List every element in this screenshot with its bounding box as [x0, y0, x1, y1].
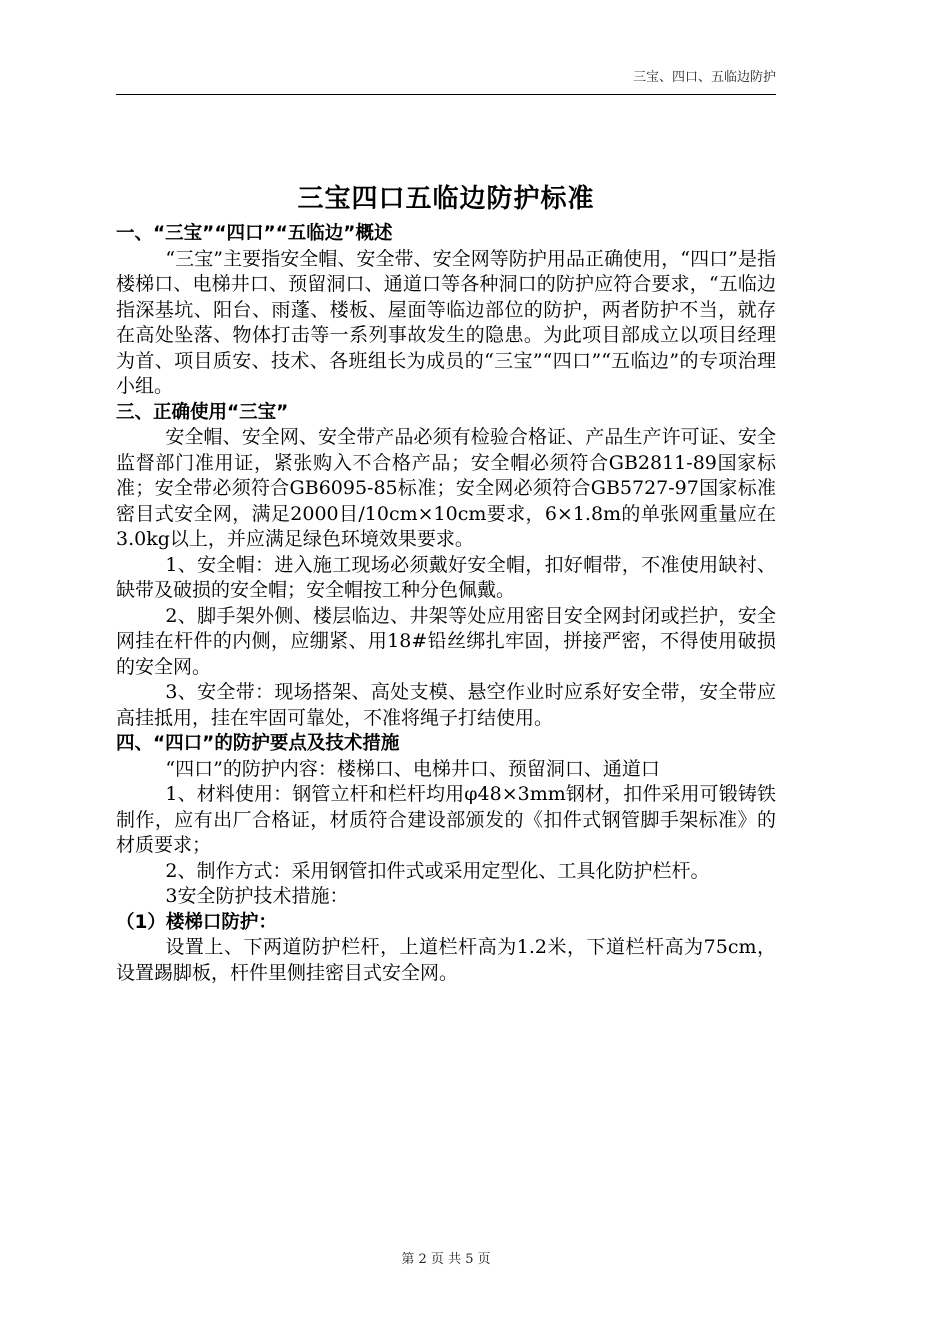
subheading-stairway: （1）楼梯口防护：	[116, 911, 277, 933]
paragraph-fabrication: 2、制作方式：采用钢管扣件式或采用定型化、工具化防护栏杆。	[165, 859, 710, 882]
header-divider	[116, 94, 776, 95]
paragraph-helmet: 1、安全帽：进入施工现场必须戴好安全帽，扣好帽带，不准使用缺衬、缺带及破损的安全帽；安全帽按工种分色佩戴。	[116, 553, 776, 601]
paragraph-overview: “三宝”主要指安全帽、安全带、安全网等防护用品正确使用，“四口”是指楼梯口、电梯井口、预留洞口、通道口等各种洞口的防护应符合要求，“五临边指深基坑、阳台、雨蓬、楼板、屋面等临边部位的防护，两者防护不当，就存在高处坠落、物体打击等一系列事故发生的隐患。为此项目部成立以项目经理为首、项目质安、技术、各班组长为成员的“三宝”“四口”“五临边”的专项治理小组。	[116, 247, 776, 397]
section-heading-three-treasures: 三、正确使用“三宝”	[116, 401, 289, 423]
page-footer: 第 2 页 共 5 页	[401, 1252, 491, 1267]
paragraph-stairway: 设置上、下两道防护栏杆，上道栏杆高为1.2米，下道栏杆高为75cm，设置踢脚板，杆件里侧挂密目式安全网。	[116, 936, 776, 984]
paragraph-safety-belt: 3、安全带：现场搭架、高处支模、悬空作业时应系好安全带，安全带应高挂抵用，挂在牢固可靠处，不准将绳子打结使用。	[116, 681, 776, 729]
paragraph-measures: 3安全防护技术措施：	[165, 885, 349, 907]
section-heading-four-openings: 四、“四口”的防护要点及技术措施	[116, 733, 400, 754]
paragraph-materials: 1、材料使用：钢管立杆和栏杆均用φ48×3mm钢材，扣件采用可锻铸铁制作，应有出厂合格证，材质符合建设部颁发的《扣件式钢管脚手架标准》的材质要求；	[116, 783, 776, 856]
paragraph-products: 安全帽、安全网、安全带产品必须有检验合格证、产品生产许可证、安全监督部门准用证，紧张购入不合格产品；安全帽必须符合GB2811-89国家标准；安全带必须符合GB6095-85标准；安全网必须符合GB5727-97国家标准密目式安全网，满足2000目/10cm×10cm要求，6×1.8m的单张网重量应在3.0kg以上，并应满足绿色环境效果要求。	[116, 426, 776, 550]
paragraph-safety-net: 2、脚手架外侧、楼层临边、井架等处应用密目安全网封闭或拦护，安全网挂在杆件的内侧，应绷紧、用18#铅丝绑扎牢固，拼接严密，不得使用破损的安全网。	[116, 604, 776, 678]
document-title: 三宝四口五临边防护标准	[297, 184, 595, 214]
running-header: 三宝、四口、五临边防护	[632, 70, 776, 85]
section-heading-overview: 一、“三宝”“四口”“五临边”概述	[116, 223, 393, 244]
document-body	[116, 221, 776, 986]
paragraph-protection-content: “四口”的防护内容：楼梯口、电梯井口、预留洞口、通道口	[165, 757, 660, 780]
